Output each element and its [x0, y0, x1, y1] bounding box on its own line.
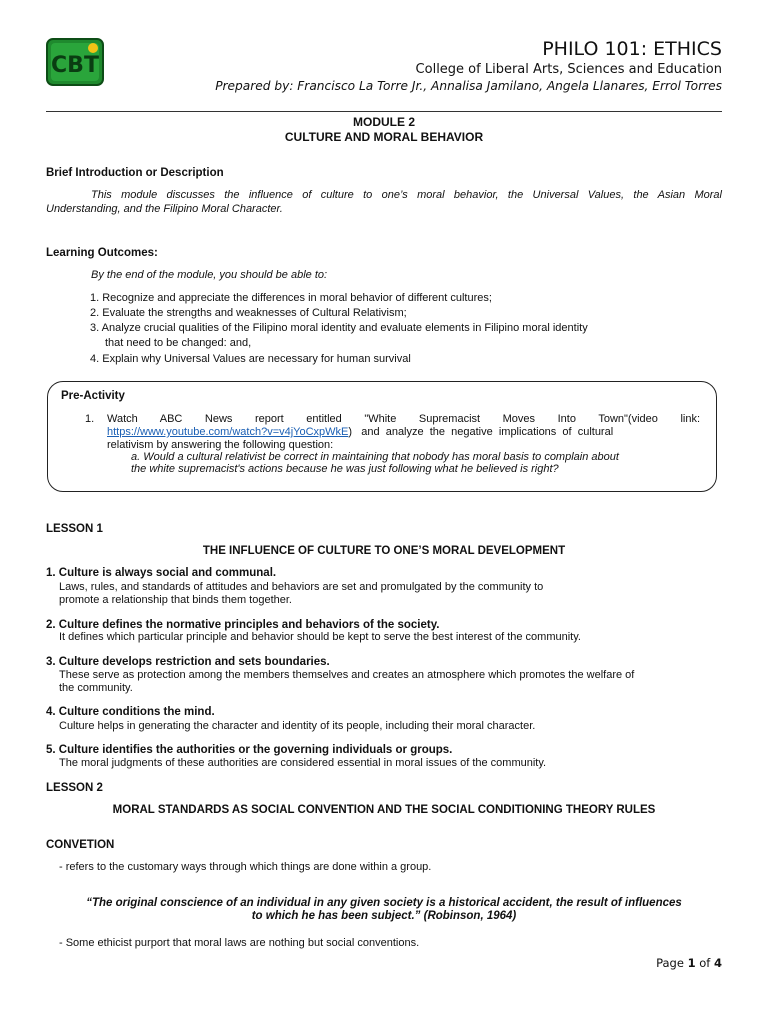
outcome-item: 2. Evaluate the strengths and weaknesses of Cultural Relativism; — [90, 307, 407, 319]
lesson1-point-heading: 4. Culture conditions the mind. — [46, 706, 215, 718]
outcome-item: 4. Explain why Universal Values are necessary for human survival — [90, 353, 411, 365]
intro-line-1: This module discusses the influence of culture to one’s moral behavior, the Universal Values, the Asian Moral — [91, 189, 722, 201]
header-divider — [46, 111, 722, 112]
intro-heading: Brief Introduction or Description — [46, 167, 224, 179]
lesson1-point-text: Laws, rules, and standards of attitudes and behaviors are set and promulgated by the community to — [59, 581, 544, 593]
lesson2-title: MORAL STANDARDS AS SOCIAL CONVENTION AND THE SOCIAL CONDITIONING THEORY RULES — [112, 804, 656, 816]
lesson1-point-heading: 1. Culture is always social and communal. — [46, 567, 277, 579]
convention-note: - Some ethicist purport that moral laws are nothing but social conventions. — [59, 937, 420, 949]
video-link[interactable]: https://www.youtube.com/watch?v=v4jYoCxpWkE — [107, 426, 349, 438]
pre-activity-number: 1. — [85, 413, 95, 425]
module-title: CULTURE AND MORAL BEHAVIOR — [284, 130, 484, 144]
lesson2-label: LESSON 2 — [46, 782, 103, 794]
pre-activity-heading: Pre-Activity — [61, 390, 125, 402]
outcome-item: 1. Recognize and appreciate the differences in moral behavior of different cultures; — [90, 292, 492, 304]
prepared-by: Prepared by: Francisco La Torre Jr., Annalisa Jamilano, Angela Llanares, Errol Torres — [215, 79, 722, 93]
convention-definition: - refers to the customary ways through which things are done within a group. — [59, 861, 432, 873]
outcome-item: 3. Analyze crucial qualities of the Filipino moral identity and evaluate elements in Filipino moral identity — [90, 322, 588, 334]
lesson1-title: THE INFLUENCE OF CULTURE TO ONE’S MORAL DEVELOPMENT — [202, 545, 566, 557]
pre-activity-question-cont: the white supremacist's actions because he was just following what he believed is right? — [131, 463, 559, 475]
quote-line-2: to which he has been subject.” (Robinson, 1964) — [251, 910, 517, 922]
lesson1-point-text: It defines which particular principle and behavior should be kept to serve the best interest of the community. — [59, 631, 581, 643]
lesson1-label: LESSON 1 — [46, 523, 103, 535]
svg-text:CBT: CBT — [51, 53, 99, 78]
pre-activity-line-1: Watch ABC News report entitled "White Supremacist Moves Into Town"(video link: — [107, 413, 700, 425]
pre-activity-line-3: relativism by answering the following question: — [107, 439, 334, 451]
outcome-item-continued: that need to be changed: and, — [105, 337, 252, 349]
lesson1-point-text: promote a relationship that binds them together. — [59, 594, 292, 606]
course-title: PHILO 101: ETHICS — [542, 38, 722, 60]
college-name: College of Liberal Arts, Sciences and Education — [415, 62, 722, 77]
college-logo — [46, 38, 104, 86]
outcomes-heading: Learning Outcomes: — [46, 247, 158, 259]
quote-line-1: “The original conscience of an individual in any given society is a historical accident, the result of influences — [86, 897, 682, 909]
convention-heading: CONVETION — [46, 839, 115, 851]
lesson1-point-text: These serve as protection among the members themselves and creates an atmosphere which promotes the welfare of — [59, 669, 635, 681]
lesson1-point-heading: 3. Culture develops restriction and sets boundaries. — [46, 656, 330, 668]
module-number: MODULE 2 — [352, 115, 415, 129]
lesson1-point-text: Culture helps in generating the character and identity of its people, including their moral character. — [59, 720, 536, 732]
lesson1-point-heading: 5. Culture identifies the authorities or the governing individuals or groups. — [46, 744, 453, 756]
outcomes-lead: By the end of the module, you should be able to: — [91, 269, 328, 281]
lesson1-point-text: the community. — [59, 682, 133, 694]
lesson1-point-text: The moral judgments of these authorities are considered essential in moral issues of the community. — [59, 757, 547, 769]
lesson1-point-heading: 2. Culture defines the normative principles and behaviors of the society. — [46, 619, 440, 631]
page-number: Page 1 of 4 — [656, 956, 722, 970]
intro-line-2: Understanding, and the Filipino Moral Character. — [46, 203, 283, 215]
pre-activity-line-2: https://www.youtube.com/watch?v=v4jYoCxpWkE) and analyze the negative implications of cultural — [107, 426, 614, 438]
pre-activity-question: a. Would a cultural relativist be correct in maintaining that nobody has moral basis to complain about — [131, 451, 619, 463]
